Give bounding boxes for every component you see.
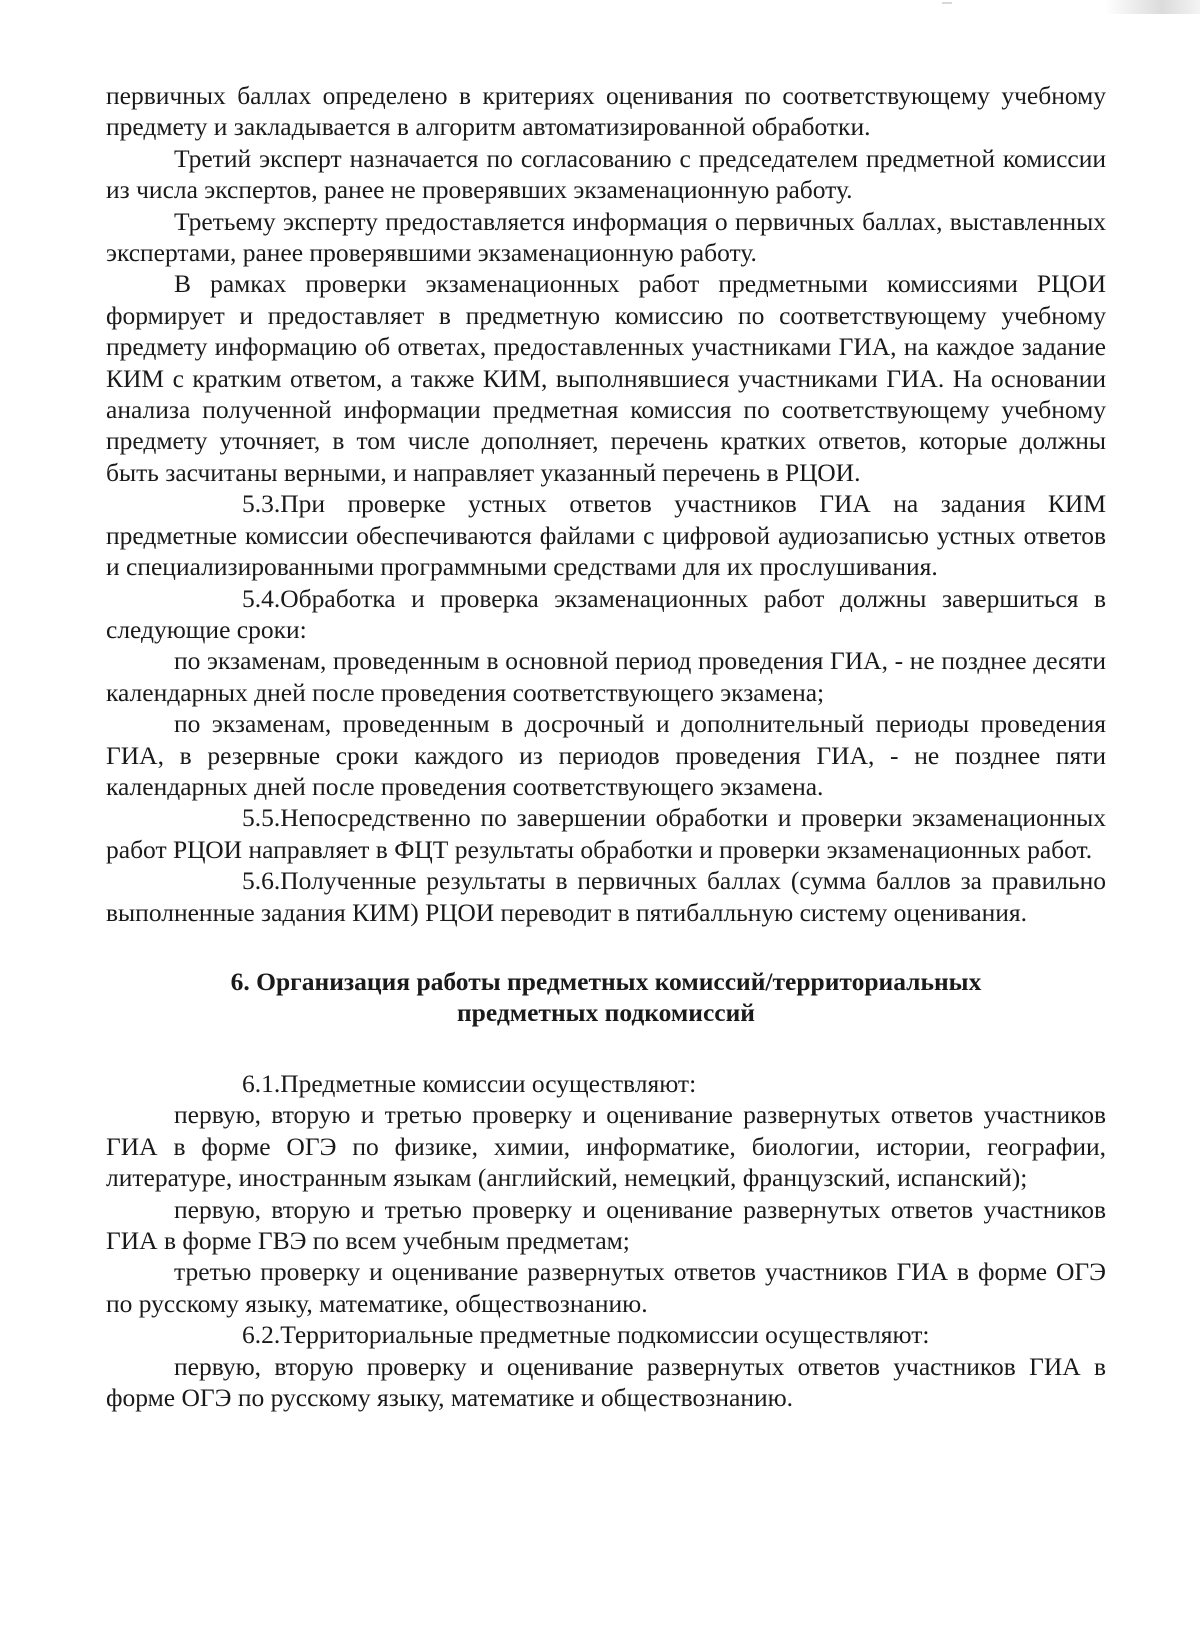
list-item: по экзаменам, проведенным в досрочный и дополнительный периоды проведения ГИА, в резервные сроки каждого из периодов проведения ГИА, - не позднее пяти календарных дней после проведения соответствующего экзамена. <box>106 709 1106 801</box>
clause-6-2 <box>106 1319 1106 1350</box>
clause-number: 5.6. <box>242 866 281 896</box>
section-title-line: предметных подкомиссий <box>456 997 755 1027</box>
clause-text: Непосредственно по завершении обработки и проверки экзаменационных работ РЦОИ направляет в ФЦТ результаты обработки и проверки экзаменационных работ. <box>106 803 1106 864</box>
paragraph-rcoi-info: В рамках проверки экзаменационных работ предметными комиссиями РЦОИ формирует и предоставляет в предметную комиссию по соответствующему учебному предмету информацию об ответах, предоставленных участниками ГИА, на каждое задание КИМ с кратким ответом, а также КИМ, выполнявшиеся участниками ГИА. На основании анализа полученной информации предметная комиссия по соответствующему учебному предмету уточняет, в том числе дополняет, перечень кратких ответов, которые должны быть засчитаны верными, и направляет указанный перечень в РЦОИ. <box>106 269 1106 487</box>
section-title-line: 6. Организация работы предметных комиссий/территориальных <box>230 966 982 996</box>
paragraph-third-expert-info: Третьему эксперту предоставляется информация о первичных баллах, выставленных экспертами, ранее проверявшими экзаменационную работу. <box>106 206 1106 268</box>
clause-number: 5.4. <box>242 583 281 613</box>
list-item: по экзаменам, проведенным в основной период проведения ГИА, - не позднее десяти календарных дней после проведения соответствующего экзамена; <box>106 646 1106 707</box>
list-item: первую, вторую и третью проверку и оценивание развернутых ответов участников ГИА в форме ОГЭ по физике, химии, информатике, биологии, истории, географии, литературе, иностранным языкам (английский, немецкий, французский, испанский); <box>106 1100 1106 1193</box>
scan-speck <box>942 2 952 4</box>
section-6-heading <box>106 966 1106 1028</box>
paragraph-continuation: первичных баллах определено в критериях оценивания по соответствующему учебному предмету и закладывается в алгоритм автоматизированной обработки. <box>106 81 1106 142</box>
clause-number: 6.1. <box>242 1068 281 1098</box>
clause-text: Территориальные предметные подкомиссии осуществляют: <box>280 1320 930 1350</box>
clause-text: Предметные комиссии осуществляют: <box>280 1068 697 1098</box>
clause-5-4 <box>106 583 1106 646</box>
list-item: третью проверку и оценивание развернутых ответов участников ГИА в форме ОГЭ по русскому языку, математике, обществознанию. <box>106 1257 1106 1318</box>
clause-text: Полученные результаты в первичных баллах (сумма баллов за правильно выполненные задания КИМ) РЦОИ переводит в пятибалльную систему оценивания. <box>106 866 1106 927</box>
scan-artifact <box>1105 0 1200 14</box>
paragraph-third-expert: Третий эксперт назначается по согласованию с председателем предметной комиссии из числа экспертов, ранее не проверявших экзаменационную работу. <box>106 143 1106 205</box>
clause-6-1 <box>106 1068 1106 1099</box>
clause-number: 5.3. <box>242 489 281 519</box>
list-item: первую, вторую и третью проверку и оценивание развернутых ответов участников ГИА в форме ГВЭ по всем учебным предметам; <box>106 1194 1106 1255</box>
list-item: первую, вторую проверку и оценивание развернутых ответов участников ГИА в форме ОГЭ по русскому языку, математике и обществознанию. <box>106 1351 1106 1413</box>
document-page <box>106 80 1106 1413</box>
clause-text: Обработка и проверка экзаменационных работ должны завершиться в следующие сроки: <box>106 583 1106 644</box>
clause-5-5 <box>106 802 1106 865</box>
clause-number: 6.2. <box>242 1320 281 1350</box>
clause-number: 5.5. <box>242 803 281 833</box>
clause-5-3 <box>106 488 1106 582</box>
clause-5-6 <box>106 865 1106 928</box>
clause-text: При проверке устных ответов участников ГИА на задания КИМ предметные комиссии обеспечиваются файлами с цифровой аудиозаписью устных ответов и специализированными программными средствами для их прослушивания. <box>106 489 1106 582</box>
